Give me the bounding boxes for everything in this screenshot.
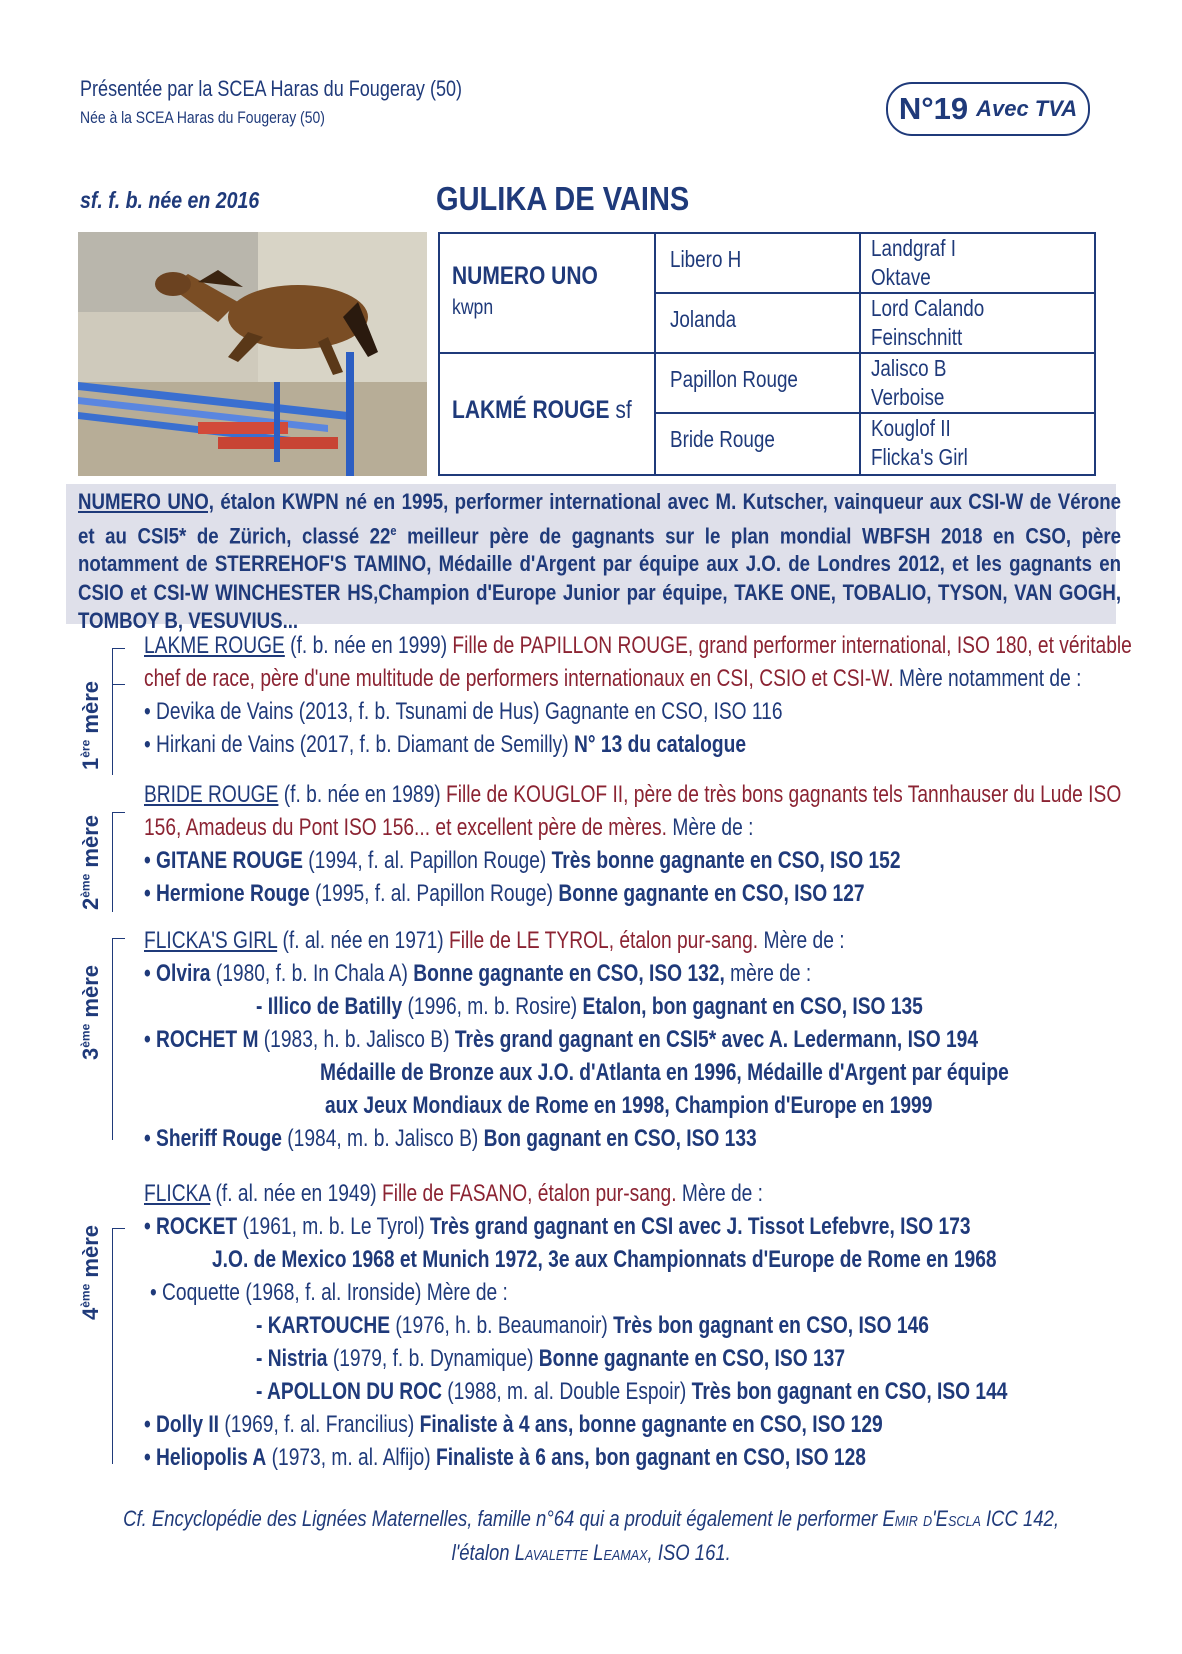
- dam-3-name: FLICKA'S GIRL: [144, 927, 278, 954]
- footer-performer: Emir d'Escla: [882, 1506, 981, 1531]
- pedigree-great-grandparents: [861, 234, 1094, 474]
- dam-1-line-3: [144, 698, 783, 726]
- footer-reference-2: [0, 1540, 1182, 1566]
- dam-2-progeny-name: • GITANE ROUGE: [144, 847, 303, 874]
- dam-1-sire-note-2: chef de race, père d'une multitude de performers internationaux en CSI, CSIO et CSI-W.: [144, 665, 894, 692]
- dam-4-name: FLICKA: [144, 1180, 211, 1207]
- dam-1-line-4: [144, 731, 746, 759]
- footer-text: l'étalon: [451, 1540, 515, 1565]
- dam-1-catalogue-ref: N° 13 du catalogue: [574, 731, 746, 758]
- dam-4-progeny-info: (1961, m. b. Le Tyrol): [237, 1213, 430, 1240]
- dam-4-line-3: [212, 1246, 997, 1274]
- dam-3-progeny-result: Très grand gagnant en CSI5* avec A. Ledermann, ISO 194: [454, 1026, 979, 1053]
- pedigree-table: [438, 232, 1096, 476]
- dam-4-brace: [112, 1228, 113, 1464]
- pedigree-dam: [452, 396, 632, 425]
- dam-4-line-5: [256, 1312, 929, 1340]
- dam-3-mother-of: Mère de :: [758, 927, 845, 954]
- dam-4-progeny-result: Finaliste à 4 ans, bonne gagnante en CSO, ISO 129: [419, 1411, 883, 1438]
- dam-2-label-sup: ème: [78, 873, 93, 898]
- dam-2-line-2: [144, 814, 753, 842]
- footer-text: , ISO 161.: [647, 1540, 731, 1565]
- dam-2-progeny-result: Très bonne gagnante en CSO, ISO 152: [551, 847, 901, 874]
- dam-3-grandprogeny-result: Etalon, bon gagnant en CSO, ISO 135: [582, 993, 923, 1020]
- dam-4-progeny-result: Finaliste à 6 ans, bon gagnant en CSO, ISO 128: [435, 1444, 866, 1471]
- dam-2-progeny-info: (1994, f. al. Papillon Rouge): [302, 847, 552, 874]
- dam-3-line-6: [325, 1092, 932, 1120]
- dam-4-grandprogeny-name: - Nistria: [256, 1345, 328, 1372]
- dam-4-label-sup: ème: [78, 1283, 93, 1308]
- pedigree-gp: Jolanda: [670, 306, 737, 332]
- dam-3-progeny-name: • Sheriff Rouge: [144, 1125, 282, 1152]
- dam-2-sire-note-2: 156, Amadeus du Pont ISO 156... et excellent père de mères.: [144, 814, 667, 841]
- sire-description-panel: [66, 484, 1122, 634]
- dam-4-label-word: mère: [78, 1225, 103, 1284]
- pedigree-ggp-dam: Verboise: [871, 384, 945, 410]
- dam-3-info: (f. al. née en 1971): [277, 927, 449, 954]
- dam-3-progeny-info: (1984, m. b. Jalisco B): [281, 1125, 484, 1152]
- dam-3-grandprogeny-name: - Illico de Batilly: [256, 993, 403, 1020]
- dam-3-grandprogeny-info: (1996, m. b. Rosire): [402, 993, 583, 1020]
- dam-4-line-8: [144, 1411, 883, 1439]
- pedigree-gp-cell: [656, 294, 859, 354]
- dam-3-line-1: [144, 927, 845, 955]
- pedigree-gp-cell: [656, 414, 859, 474]
- dam-4-line-2: [144, 1213, 971, 1241]
- dam-2-sire-note: Fille de KOUGLOF II, père de très bons gagnants tels Tannhauser du Lude ISO: [446, 781, 1122, 808]
- footer-stallion: Lavalette Leamax: [514, 1540, 648, 1565]
- dam-3-progeny-result-2: Médaille de Bronze aux J.O. d'Atlanta en 1996, Médaille d'Argent par équipe: [320, 1059, 1009, 1086]
- pedigree-ggp-sire: Lord Calando: [871, 295, 985, 321]
- pedigree-ggp-sire: Landgraf I: [871, 235, 956, 261]
- pedigree-ggp: [871, 294, 984, 352]
- pedigree-dam-cell: [440, 354, 654, 474]
- dam-4-grandprogeny-info: (1979, f. b. Dynamique): [327, 1345, 539, 1372]
- pedigree-gp: Libero H: [670, 246, 742, 272]
- dam-2-label: [78, 815, 104, 910]
- pedigree-gp-cell: [656, 354, 859, 414]
- pedigree-gp: Papillon Rouge: [670, 366, 798, 392]
- dam-3-progeny-info: (1980, f. b. In Chala A): [210, 960, 414, 987]
- dam-3-label-word: mère: [78, 965, 103, 1024]
- dam-3-line-5: [320, 1059, 1009, 1087]
- dam-4-line-9: [144, 1444, 866, 1472]
- pedigree-sire-breed: kwpn: [452, 296, 494, 319]
- pedigree-ggp-dam: Feinschnitt: [871, 324, 963, 350]
- dam-4-line-4: [150, 1279, 508, 1307]
- dam-2-info: (f. b. née en 1989): [278, 781, 447, 808]
- dam-4-sire-note: Fille de FASANO, étalon pur-sang.: [382, 1180, 677, 1207]
- dam-4-progeny-result-2: J.O. de Mexico 1968 et Munich 1972, 3e aux Championnats d'Europe de Rome en 1968: [212, 1246, 997, 1273]
- sire-description-sup: e: [390, 522, 397, 538]
- pedigree-gp-cell: [656, 234, 859, 294]
- pedigree-ggp-sire: Jalisco B: [871, 355, 947, 381]
- dam-1-name: LAKME ROUGE: [144, 632, 285, 659]
- dam-1-label-num: 1: [78, 757, 103, 770]
- born-at: Née à la SCEA Haras du Fougeray (50): [80, 108, 325, 127]
- dam-2-progeny-result: Bonne gagnante en CSO, ISO 127: [558, 880, 865, 907]
- dam-3-progeny-result: Bon gagnant en CSO, ISO 133: [483, 1125, 757, 1152]
- pedigree-ggp: [871, 234, 956, 292]
- lot-vat: Avec TVA: [976, 96, 1078, 121]
- pedigree-gp: Bride Rouge: [670, 426, 775, 452]
- dam-4-progeny-name: • ROCKET: [144, 1213, 238, 1240]
- pedigree-ggp: [871, 414, 968, 472]
- footer-text: ICC 142,: [980, 1506, 1059, 1531]
- dam-2-line-3: [144, 847, 901, 875]
- dam-3-line-3: [256, 993, 923, 1021]
- dam-2-line-4: [144, 880, 865, 908]
- pedigree-sire: NUMERO UNO: [452, 262, 598, 290]
- sire-description: [78, 488, 1121, 636]
- dam-1-progeny: • Devika de Vains (2013, f. b. Tsunami de Hus) Gagnante en CSO, ISO 116: [144, 698, 783, 725]
- dam-1-label: [78, 681, 104, 770]
- footer-text: Cf. Encyclopédie des Lignées Maternelles, famille n°64 qui a produit également le performer: [123, 1506, 883, 1531]
- pedigree-ggp-dam: Flicka's Girl: [871, 444, 968, 470]
- dam-3-line-2: [144, 960, 811, 988]
- dam-4-line-7: [256, 1378, 1007, 1406]
- lot-badge: [886, 82, 1090, 136]
- dam-3-label: [78, 965, 104, 1060]
- presented-by: Présentée par la SCEA Haras du Fougeray (50): [80, 76, 463, 101]
- pedigree-parents: [440, 234, 656, 474]
- dam-2-label-word: mère: [78, 815, 103, 874]
- pedigree-ggp-sire: Kouglof II: [871, 415, 951, 441]
- dam-3-line-4: [144, 1026, 978, 1054]
- dam-4-grandprogeny-name: - APOLLON DU ROC: [256, 1378, 442, 1405]
- pedigree-ggp-cell: [861, 234, 1094, 294]
- dam-4-grandprogeny-info: (1976, h. b. Beaumanoir): [390, 1312, 614, 1339]
- dam-3-sire-note: Fille de LE TYROL, étalon pur-sang.: [448, 927, 759, 954]
- dam-3-label-num: 3: [78, 1047, 103, 1060]
- dam-1-label-word: mère: [78, 681, 103, 740]
- pedigree-ggp-cell: [861, 414, 1094, 474]
- dam-3-progeny-note: mère de :: [724, 960, 812, 987]
- dam-2-mother-of: Mère de :: [666, 814, 754, 841]
- pedigree-dam-name: LAKMÉ ROUGE: [452, 396, 610, 424]
- dam-4-progeny-info: (1969, f. al. Francilius): [219, 1411, 420, 1438]
- lot-number: N°19: [898, 91, 969, 126]
- dam-3-label-sup: ème: [78, 1023, 93, 1048]
- pedigree-ggp-dam: Oktave: [871, 264, 931, 290]
- dam-3-progeny-info: (1983, h. b. Jalisco B): [258, 1026, 455, 1053]
- dam-4-label: [78, 1225, 104, 1320]
- dam-4-grandprogeny-result: Très bon gagnant en CSO, ISO 144: [691, 1378, 1008, 1405]
- dam-3-line-7: [144, 1125, 757, 1153]
- dam-4-grandprogeny-result: Bonne gagnante en CSO, ISO 137: [538, 1345, 845, 1372]
- pedigree-grandparents: [656, 234, 861, 474]
- dam-3-brace: [112, 938, 113, 1140]
- horse-photo: [78, 232, 427, 476]
- dam-3-progeny-result: Bonne gagnante en CSO, ISO 132,: [413, 960, 725, 987]
- dam-2-name: BRIDE ROUGE: [144, 781, 279, 808]
- dam-2-progeny-name: • Hermione Rouge: [144, 880, 310, 907]
- dam-3-progeny-name: • Olvira: [144, 960, 211, 987]
- dam-4-grandprogeny-name: - KARTOUCHE: [256, 1312, 391, 1339]
- dam-1-line-2: [144, 665, 1081, 693]
- dam-4-info: (f. al. née en 1949): [210, 1180, 383, 1207]
- dam-4-grandprogeny-result: Très bon gagnant en CSO, ISO 146: [613, 1312, 929, 1339]
- dam-2-brace: [112, 812, 113, 912]
- dam-2-progeny-info: (1995, f. al. Papillon Rouge): [309, 880, 559, 907]
- sire-description-text-a: étalon KWPN né en 1995, performer international avec M. Kutscher, vainqueur aux CSI-W de Vérone et au CSI5* de Zürich, classé 22: [78, 489, 1122, 548]
- dam-4-line-1: [144, 1180, 763, 1208]
- horse-identity: sf. f. b. née en 2016: [80, 187, 260, 213]
- dam-4-progeny-name: • Dolly II: [144, 1411, 219, 1438]
- dam-4-progeny-result: Très grand gagnant en CSI avec J. Tissot Lefebvre, ISO 173: [429, 1213, 971, 1240]
- dam-2-label-num: 2: [78, 897, 103, 910]
- horse-name: GULIKA DE VAINS: [436, 180, 690, 217]
- sire-description-name: NUMERO UNO,: [78, 489, 214, 514]
- dam-2-line-1: [144, 781, 1121, 809]
- dam-4-grandprogeny-info: (1988, m. al. Double Espoir): [441, 1378, 692, 1405]
- pedigree-ggp: [871, 354, 946, 412]
- dam-4-label-num: 4: [78, 1307, 103, 1320]
- pedigree-ggp-cell: [861, 354, 1094, 414]
- pedigree-ggp-cell: [861, 294, 1094, 354]
- dam-4-progeny: • Coquette (1968, f. al. Ironside) Mère de :: [150, 1279, 508, 1306]
- dam-1-mother-of: Mère notamment de :: [893, 665, 1082, 692]
- dam-4-mother-of: Mère de :: [676, 1180, 763, 1207]
- dam-1-line-1: [144, 632, 1132, 660]
- sire-description-text-b: meilleur père de gagnants sur le plan mondial WBFSH 2018 en CSO, père notamment de STERREHOF'S TAMINO, Médaille d'Argent par équipe aux J.O. de Londres 2012, et les gagnants en CSIO et CSI-W WINCHESTER HS,Champion d'Europe Junior par équipe, TAKE ONE, TOBALIO, TYSON, VAN GOGH, TOMBOY B, VESUVIUS...: [78, 522, 1122, 634]
- pedigree-dam-breed: sf: [615, 396, 632, 424]
- footer-reference-1: [0, 1506, 1182, 1532]
- dam-1-brace: [112, 648, 113, 775]
- dam-1-label-sup: ère: [78, 739, 93, 758]
- dam-1-info: (f. b. née en 1999): [284, 632, 453, 659]
- dam-4-progeny-info: (1973, m. al. Alfijo): [266, 1444, 436, 1471]
- dam-1-progeny: • Hirkani de Vains (2017, f. b. Diamant de Semilly): [144, 731, 575, 758]
- dam-3-progeny-result-3: aux Jeux Mondiaux de Rome en 1998, Champion d'Europe en 1999: [325, 1092, 933, 1119]
- pedigree-sire-cell: [440, 234, 654, 354]
- dam-4-line-6: [256, 1345, 845, 1373]
- dam-1-sire-note: Fille de PAPILLON ROUGE, grand performer international, ISO 180, et véritable: [452, 632, 1132, 659]
- dam-3-progeny-name: • ROCHET M: [144, 1026, 259, 1053]
- dam-4-progeny-name: • Heliopolis A: [144, 1444, 267, 1471]
